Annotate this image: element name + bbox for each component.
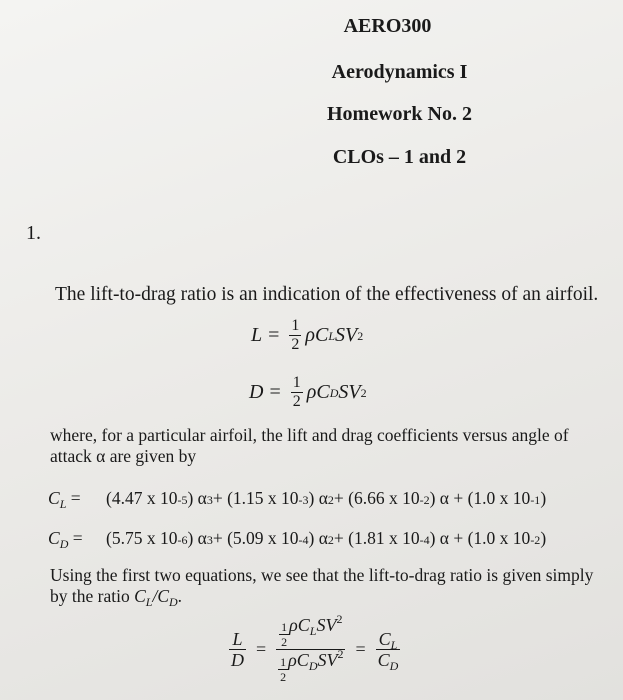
lift-equation: L = $\frac{1}{2}$ ρC L SV 2 — [251, 317, 364, 353]
lift-lhs: L — [251, 324, 263, 346]
where-text: where, for a particular airfoil, the lift and drag coefficients versus angle of attack α are given by — [50, 425, 569, 466]
drag-sv: SV — [338, 381, 361, 403]
problem-intro: The lift-to-drag ratio is an indication of the effectiveness of an airfoil. — [55, 284, 599, 305]
drag-equals: = — [269, 381, 281, 403]
course-subject: Aerodynamics I — [331, 61, 468, 83]
clos-line: CLOs – 1 and 2 — [332, 146, 467, 168]
cl-label: $C_L$ = — [48, 488, 81, 511]
drag-half-fraction: $\frac{1}{2}$ — [292, 374, 301, 410]
homework-title: Homework No. 2 — [327, 103, 472, 125]
coef-ratio-fraction: $\frac{C_L}{C_D}$ — [377, 629, 399, 673]
lift-sv: SV — [335, 324, 358, 346]
cl-expression: $C_L$ = (4.47 x 10 -5 ) α 3 + (1.15 x 10 -3 ) α 2 + (6.66 x 10 -2 ) α + (1.0 x 10 -1 ) — [48, 488, 547, 511]
drag-equation: D = $\frac{1}{2}$ ρC D SV 2 — [249, 374, 367, 410]
force-ratio-fraction: $\frac{1}{2}$ $\rho C_LSV^2$ $\frac{1}{2}$ $\rho C_DSV^2$ — [276, 616, 345, 683]
ratio-equals-2: = — [355, 639, 366, 659]
ratio-equation — [225, 612, 404, 684]
ratio-equals-1: = — [256, 639, 267, 659]
ld-fraction: $\frac{L}{D}$ — [231, 629, 244, 670]
using-text: Using the first two equations, we see that the lift-to-drag ratio is given simply by the ratio $C_L/C_D$. — [50, 565, 594, 609]
lift-rho-c: ρC — [305, 324, 329, 346]
drag-rho-c: ρC — [306, 381, 330, 403]
cd-label: $C_D$ = — [48, 528, 83, 551]
course-code: AERO300 — [343, 15, 432, 37]
problem-number: 1. — [26, 222, 41, 244]
drag-lhs: D — [249, 381, 264, 403]
lift-half-fraction: $\frac{1}{2}$ — [291, 317, 300, 353]
cd-expression: $C_D$ = (5.75 x 10 -6 ) α 3 + (5.09 x 10 -4 ) α 2 + (1.81 x 10 -4 ) α + (1.0 x 10 -2 ) — [48, 528, 547, 551]
lift-equals: = — [268, 324, 280, 346]
